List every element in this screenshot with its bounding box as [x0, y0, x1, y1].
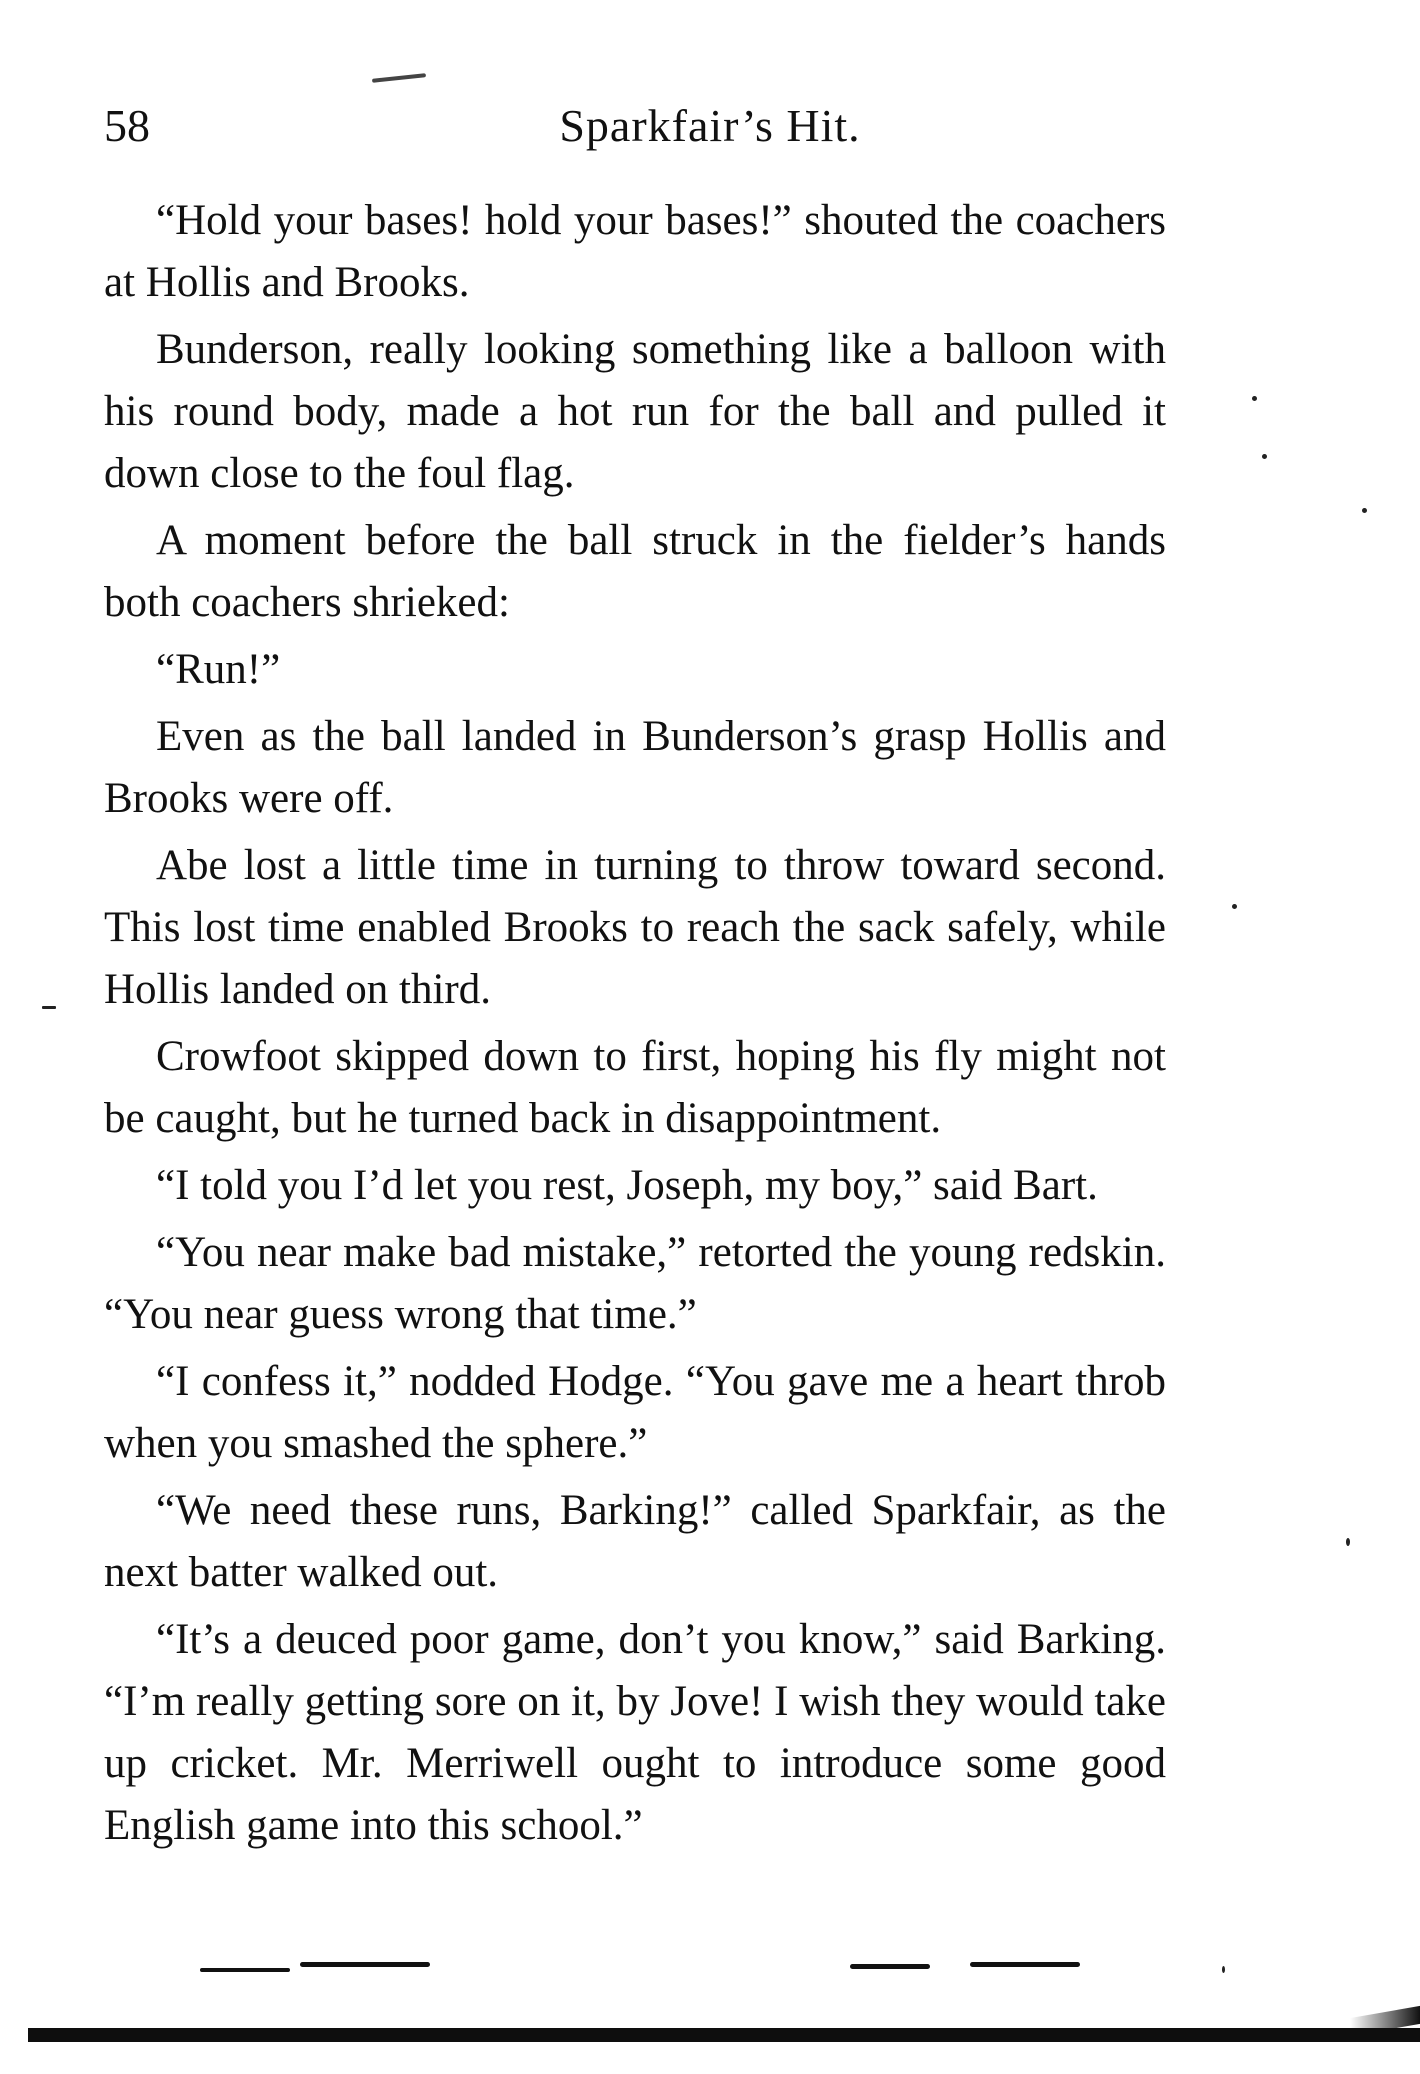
paragraph: “I told you I’d let you rest, Joseph, my boy,” said Bart. [156, 1162, 1098, 1209]
paragraph: Crowfoot skipped down to first, hoping his fly might not be caught, but he turned back in disappointment. [104, 1033, 1166, 1142]
ink-smudge [372, 73, 426, 83]
paragraph: A moment before the ball struck in the fielder’s hands both coachers shrieked: [104, 517, 1166, 626]
paragraph: Even as the ball landed in Bunderson’s grasp Hollis and Brooks were off. [104, 713, 1166, 822]
paragraph: “I confess it,” nodded Hodge. “You gave me a heart throb when you smashed the sphere.” [104, 1358, 1166, 1467]
running-head: Sparkfair’s Hit. [559, 100, 861, 151]
ink-smudge [850, 1964, 930, 1969]
ink-speck [1262, 454, 1267, 459]
body-text [104, 190, 1166, 1862]
ink-smudge [300, 1962, 430, 1967]
paragraph: Bunderson, really looking something like a balloon with his round body, made a hot run for the ball and pulled it down close to the foul flag. [104, 326, 1166, 497]
paragraph: Abe lost a little time in turning to throw toward second. This lost time enabled Brooks to reach the sack safely, while Hollis landed on third. [104, 842, 1166, 1013]
paragraph: “Hold your bases! hold your bases!” shouted the coachers at Hollis and Brooks. [104, 197, 1166, 306]
paragraph: “Run!” [156, 646, 281, 693]
ink-speck [1362, 508, 1367, 513]
ink-speck [1222, 1966, 1225, 1973]
page-edge-bar [28, 2028, 1420, 2042]
paragraph: “It’s a deuced poor game, don’t you know,” said Barking. “I’m really getting sore on it, by Jove! I wish they would take up cricket. Mr. Merriwell ought to introduce some good English game into this school.” [104, 1616, 1166, 1849]
ink-speck [1232, 904, 1237, 909]
ink-speck [42, 1006, 56, 1009]
ink-speck [1252, 396, 1257, 401]
page-number: 58 [104, 100, 150, 151]
ink-smudge [200, 1968, 290, 1972]
ink-speck [1346, 1538, 1350, 1546]
paragraph: “You near make bad mistake,” retorted the young redskin. “You near guess wrong that time.” [104, 1229, 1166, 1338]
ink-smudge [970, 1962, 1080, 1967]
paragraph: “We need these runs, Barking!” called Sparkfair, as the next batter walked out. [104, 1487, 1166, 1596]
